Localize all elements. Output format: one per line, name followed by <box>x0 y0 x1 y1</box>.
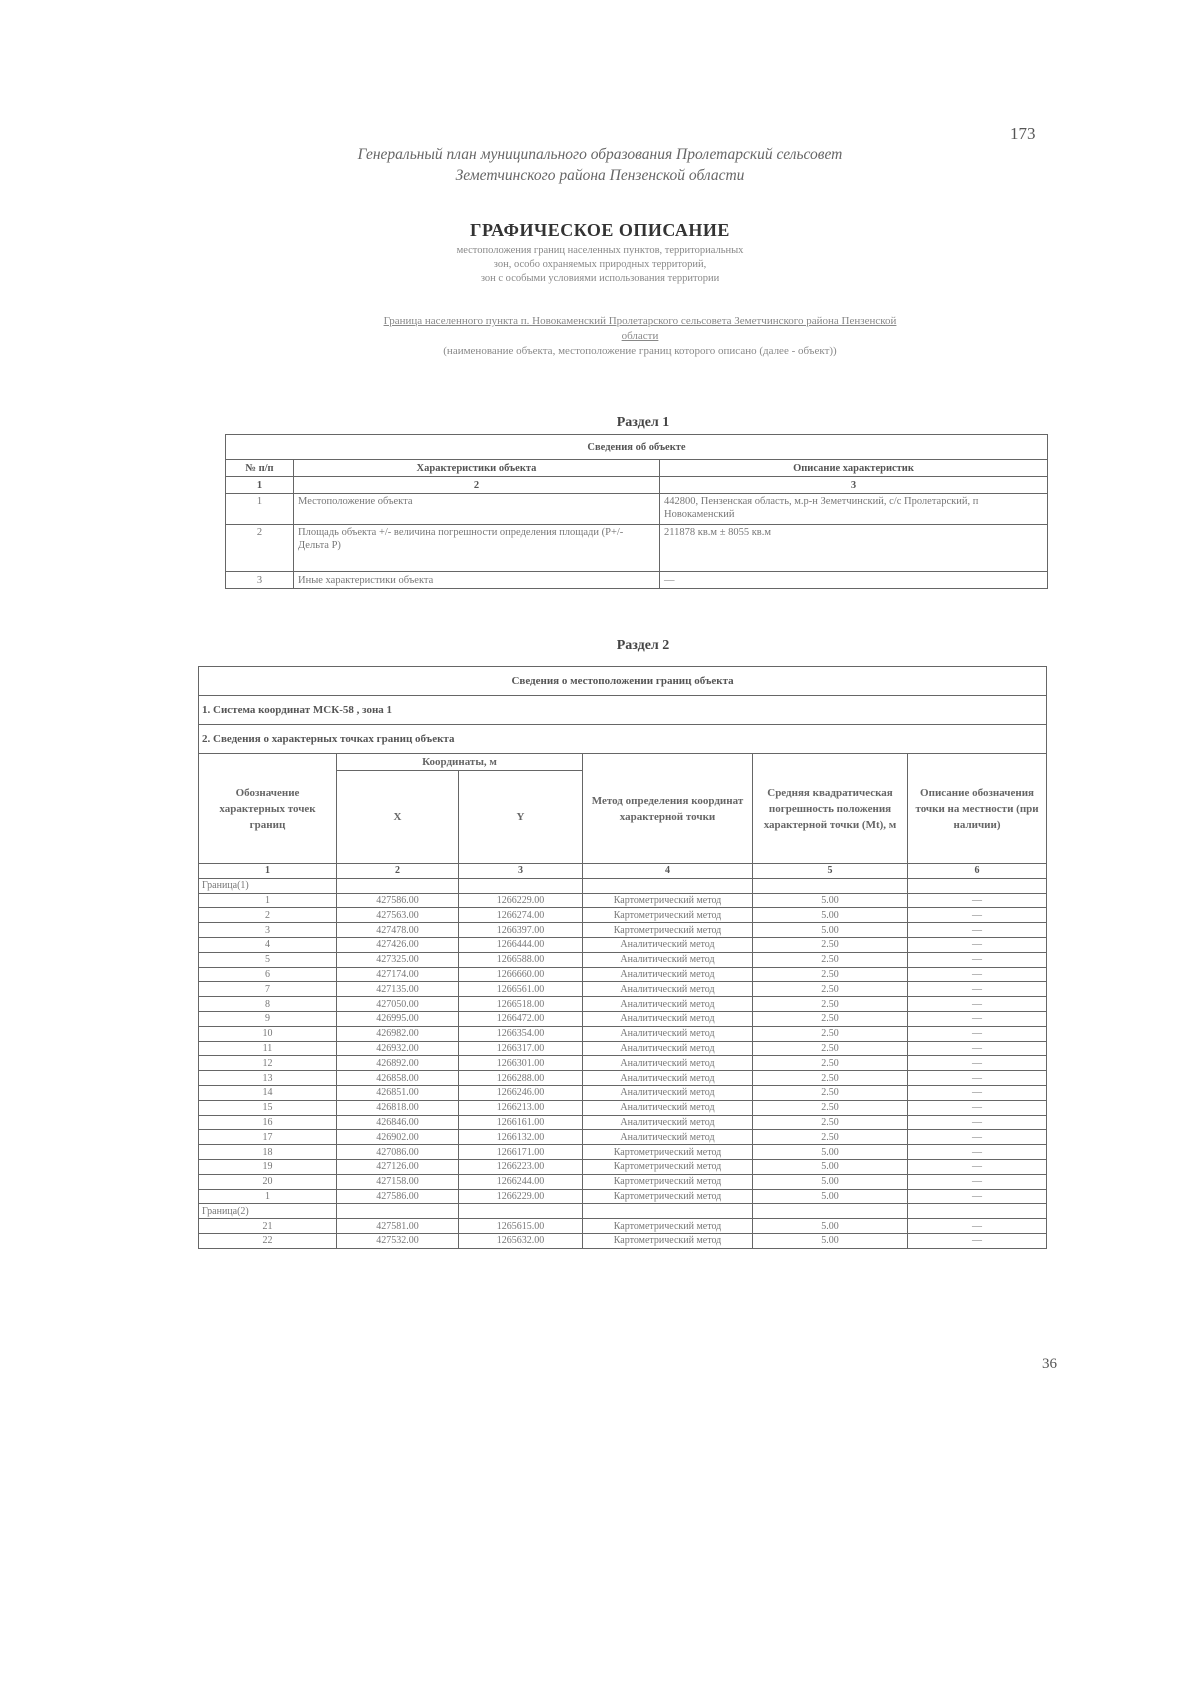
method: Картометрический метод <box>583 893 753 908</box>
point-description: — <box>908 923 1047 938</box>
section-2-title: Раздел 2 <box>616 638 670 653</box>
accuracy: 2.50 <box>753 1026 908 1041</box>
point-description: — <box>908 937 1047 952</box>
point-number: 3 <box>199 923 337 938</box>
point-number: 13 <box>199 1071 337 1086</box>
point-description: — <box>908 1056 1047 1071</box>
coord-x: 427174.00 <box>337 967 459 982</box>
method: Аналитический метод <box>583 1085 753 1100</box>
document-header <box>240 144 960 186</box>
method: Аналитический метод <box>583 997 753 1012</box>
coord-x: 427126.00 <box>337 1159 459 1174</box>
accuracy: 2.50 <box>753 1085 908 1100</box>
method: Аналитический метод <box>583 1100 753 1115</box>
coord-x: 426892.00 <box>337 1056 459 1071</box>
point-description: — <box>908 967 1047 982</box>
document-subtitle <box>300 244 900 286</box>
header-characteristic: Характеристики объекта <box>294 460 660 477</box>
accuracy: 5.00 <box>753 908 908 923</box>
coord-x: 426982.00 <box>337 1026 459 1041</box>
point-description: — <box>908 908 1047 923</box>
method: Аналитический метод <box>583 1026 753 1041</box>
col-number-4: 4 <box>583 864 753 879</box>
method: Картометрический метод <box>583 1189 753 1204</box>
table-row <box>199 1115 1047 1130</box>
row-number: 2 <box>226 525 294 572</box>
coord-x: 427325.00 <box>337 952 459 967</box>
accuracy: 5.00 <box>753 923 908 938</box>
coord-y: 1266213.00 <box>459 1100 583 1115</box>
col-number-1: 1 <box>199 864 337 879</box>
header-point-description: Описание обозначения точки на местности (при наличии) <box>908 754 1047 864</box>
accuracy: 2.50 <box>753 982 908 997</box>
table-row <box>199 1085 1047 1100</box>
method: Аналитический метод <box>583 1115 753 1130</box>
table-row <box>199 1174 1047 1189</box>
coord-x: 427563.00 <box>337 908 459 923</box>
point-number: 2 <box>199 908 337 923</box>
table-row <box>199 1159 1047 1174</box>
point-number: 15 <box>199 1100 337 1115</box>
coord-y: 1265615.00 <box>459 1219 583 1234</box>
col-number-5: 5 <box>753 864 908 879</box>
table-row <box>226 572 1048 589</box>
point-description: — <box>908 1145 1047 1160</box>
point-description: — <box>908 997 1047 1012</box>
coord-y: 1266246.00 <box>459 1085 583 1100</box>
table-row <box>199 1100 1047 1115</box>
row-number: 3 <box>226 572 294 589</box>
method: Картометрический метод <box>583 1159 753 1174</box>
coord-y: 1266288.00 <box>459 1071 583 1086</box>
point-number: 10 <box>199 1026 337 1041</box>
boundary-group-row <box>199 878 1047 893</box>
coord-y: 1266472.00 <box>459 1011 583 1026</box>
table-row <box>199 1219 1047 1234</box>
empty-cell <box>583 1204 753 1219</box>
document-title: ГРАФИЧЕСКОЕ ОПИСАНИЕ <box>470 220 730 240</box>
empty-cell <box>337 878 459 893</box>
col-number-2: 2 <box>294 477 660 494</box>
point-number: 1 <box>199 1189 337 1204</box>
table-row <box>199 1130 1047 1145</box>
method: Аналитический метод <box>583 982 753 997</box>
point-number: 7 <box>199 982 337 997</box>
table-row <box>199 967 1047 982</box>
header-line-2: Земетчинского района Пензенской области <box>455 167 745 184</box>
coord-x: 427426.00 <box>337 937 459 952</box>
coord-y: 1266444.00 <box>459 937 583 952</box>
table-row <box>199 1189 1047 1204</box>
coord-x: 426851.00 <box>337 1085 459 1100</box>
table-row <box>199 1056 1047 1071</box>
empty-cell <box>459 878 583 893</box>
method: Картометрический метод <box>583 908 753 923</box>
row-number: 1 <box>226 494 294 525</box>
header-designation: Обозначение характерных точек границ <box>199 754 337 864</box>
method: Картометрический метод <box>583 1145 753 1160</box>
coord-x: 427586.00 <box>337 1189 459 1204</box>
coord-x: 427086.00 <box>337 1145 459 1160</box>
point-description: — <box>908 1189 1047 1204</box>
coord-y: 1266561.00 <box>459 982 583 997</box>
col-number-2: 2 <box>337 864 459 879</box>
point-description: — <box>908 1100 1047 1115</box>
empty-cell <box>753 878 908 893</box>
subtitle-line-3: зон с особыми условиями использования территории <box>480 273 720 284</box>
method: Аналитический метод <box>583 937 753 952</box>
page-number: 173 <box>1010 124 1036 143</box>
row-description: 442800, Пензенская область, м.р-н Земетчинский, с/с Пролетарский, п Новокаменский <box>660 494 1048 525</box>
coord-x: 426846.00 <box>337 1115 459 1130</box>
header-coordinates: Координаты, м <box>337 754 583 771</box>
method: Аналитический метод <box>583 1071 753 1086</box>
header-x: X <box>337 771 459 864</box>
accuracy: 5.00 <box>753 1189 908 1204</box>
accuracy: 2.50 <box>753 1011 908 1026</box>
empty-cell <box>459 1204 583 1219</box>
point-description: — <box>908 893 1047 908</box>
coord-x: 427478.00 <box>337 923 459 938</box>
accuracy: 5.00 <box>753 1174 908 1189</box>
coord-y: 1266244.00 <box>459 1174 583 1189</box>
point-number: 18 <box>199 1145 337 1160</box>
table-row <box>199 1071 1047 1086</box>
coord-y: 1266317.00 <box>459 1041 583 1056</box>
coord-x: 427586.00 <box>337 893 459 908</box>
col-number-6: 6 <box>908 864 1047 879</box>
coord-y: 1266171.00 <box>459 1145 583 1160</box>
point-number: 14 <box>199 1085 337 1100</box>
method: Картометрический метод <box>583 1233 753 1248</box>
accuracy: 2.50 <box>753 952 908 967</box>
coord-y: 1266229.00 <box>459 893 583 908</box>
header-line-1: Генеральный план муниципального образования Пролетарский сельсовет <box>357 146 843 163</box>
coord-x: 426858.00 <box>337 1071 459 1086</box>
accuracy: 5.00 <box>753 1233 908 1248</box>
point-description: — <box>908 1071 1047 1086</box>
accuracy: 5.00 <box>753 893 908 908</box>
boundary-group-label: Граница(1) <box>199 878 337 893</box>
method: Аналитический метод <box>583 1130 753 1145</box>
table-row <box>199 923 1047 938</box>
row-characteristic: Площадь объекта +/- величина погрешности определения площади (P+/- Дельта P) <box>294 525 660 572</box>
point-number: 16 <box>199 1115 337 1130</box>
points-title: 2. Сведения о характерных точках границ объекта <box>199 725 1047 754</box>
point-description: — <box>908 1219 1047 1234</box>
accuracy: 5.00 <box>753 1159 908 1174</box>
table-row <box>199 1011 1047 1026</box>
coord-y: 1266660.00 <box>459 967 583 982</box>
empty-cell <box>583 878 753 893</box>
table-row <box>199 1233 1047 1248</box>
accuracy: 2.50 <box>753 1115 908 1130</box>
table-row <box>199 982 1047 997</box>
point-number: 21 <box>199 1219 337 1234</box>
method: Аналитический метод <box>583 1041 753 1056</box>
coord-y: 1266301.00 <box>459 1056 583 1071</box>
point-number: 11 <box>199 1041 337 1056</box>
point-description: — <box>908 1085 1047 1100</box>
method: Аналитический метод <box>583 952 753 967</box>
section-1-title: Раздел 1 <box>616 415 670 430</box>
coord-x: 427532.00 <box>337 1233 459 1248</box>
table-row <box>199 1041 1047 1056</box>
empty-cell <box>753 1204 908 1219</box>
point-description: — <box>908 1115 1047 1130</box>
table-row <box>199 1026 1047 1041</box>
coord-y: 1266354.00 <box>459 1026 583 1041</box>
coord-y: 1265632.00 <box>459 1233 583 1248</box>
method: Картометрический метод <box>583 923 753 938</box>
col-number-1: 1 <box>226 477 294 494</box>
coord-y: 1266588.00 <box>459 952 583 967</box>
method: Аналитический метод <box>583 1011 753 1026</box>
col-number-3: 3 <box>660 477 1048 494</box>
coord-x: 427158.00 <box>337 1174 459 1189</box>
footer-page-number: 36 <box>1042 1356 1057 1372</box>
table-row <box>199 1145 1047 1160</box>
coord-y: 1266161.00 <box>459 1115 583 1130</box>
empty-cell <box>908 878 1047 893</box>
row-characteristic: Местоположение объекта <box>294 494 660 525</box>
row-description: 211878 кв.м ± 8055 кв.м <box>660 525 1048 572</box>
coord-y: 1266229.00 <box>459 1189 583 1204</box>
object-info-table <box>225 434 1048 589</box>
object-line-2: области <box>621 330 659 342</box>
coord-y: 1266518.00 <box>459 997 583 1012</box>
point-description: — <box>908 1041 1047 1056</box>
accuracy: 2.50 <box>753 1041 908 1056</box>
header-description: Описание характеристик <box>660 460 1048 477</box>
point-number: 20 <box>199 1174 337 1189</box>
section-1-caption: Сведения об объекте <box>226 435 1048 460</box>
coord-x: 427135.00 <box>337 982 459 997</box>
object-caption: (наименование объекта, местоположение границ которого описано (далее - объект)) <box>443 345 837 357</box>
header-accuracy: Средняя квадратическая погрешность положения характерной точки (Mt), м <box>753 754 908 864</box>
table-row <box>226 494 1048 525</box>
coord-x: 426932.00 <box>337 1041 459 1056</box>
accuracy: 5.00 <box>753 1145 908 1160</box>
coord-x: 427581.00 <box>337 1219 459 1234</box>
header-number: № п/п <box>226 460 294 477</box>
coord-y: 1266132.00 <box>459 1130 583 1145</box>
point-description: — <box>908 1159 1047 1174</box>
coord-x: 426995.00 <box>337 1011 459 1026</box>
point-description: — <box>908 1174 1047 1189</box>
header-method: Метод определения координат характерной точки <box>583 754 753 864</box>
coord-x: 427050.00 <box>337 997 459 1012</box>
point-number: 19 <box>199 1159 337 1174</box>
point-description: — <box>908 952 1047 967</box>
boundary-points-table <box>198 666 1047 1249</box>
accuracy: 2.50 <box>753 1071 908 1086</box>
point-number: 17 <box>199 1130 337 1145</box>
coord-x: 426818.00 <box>337 1100 459 1115</box>
table-row <box>199 952 1047 967</box>
coordinate-system: 1. Система координат МСК-58 , зона 1 <box>199 696 1047 725</box>
method: Картометрический метод <box>583 1219 753 1234</box>
object-name <box>240 314 1040 359</box>
point-number: 4 <box>199 937 337 952</box>
method: Картометрический метод <box>583 1174 753 1189</box>
accuracy: 2.50 <box>753 1100 908 1115</box>
header-y: Y <box>459 771 583 864</box>
coord-x: 426902.00 <box>337 1130 459 1145</box>
table-row <box>199 997 1047 1012</box>
subtitle-line-1: местоположения границ населенных пунктов, территориальных <box>456 245 744 256</box>
point-number: 12 <box>199 1056 337 1071</box>
point-description: — <box>908 1026 1047 1041</box>
point-description: — <box>908 1011 1047 1026</box>
point-description: — <box>908 1130 1047 1145</box>
empty-cell <box>337 1204 459 1219</box>
section-2-caption: Сведения о местоположении границ объекта <box>199 667 1047 696</box>
col-number-3: 3 <box>459 864 583 879</box>
boundary-group-label: Граница(2) <box>199 1204 337 1219</box>
point-number: 5 <box>199 952 337 967</box>
point-number: 6 <box>199 967 337 982</box>
point-number: 1 <box>199 893 337 908</box>
method: Аналитический метод <box>583 1056 753 1071</box>
accuracy: 2.50 <box>753 1056 908 1071</box>
boundary-group-row <box>199 1204 1047 1219</box>
point-description: — <box>908 982 1047 997</box>
subtitle-line-2: зон, особо охраняемых природных территорий, <box>493 259 707 270</box>
table-row <box>199 937 1047 952</box>
table-row <box>226 525 1048 572</box>
coord-y: 1266397.00 <box>459 923 583 938</box>
table-row <box>199 908 1047 923</box>
method: Аналитический метод <box>583 967 753 982</box>
coord-y: 1266223.00 <box>459 1159 583 1174</box>
point-number: 9 <box>199 1011 337 1026</box>
point-description: — <box>908 1233 1047 1248</box>
point-number: 22 <box>199 1233 337 1248</box>
coord-y: 1266274.00 <box>459 908 583 923</box>
object-line-1: Граница населенного пункта п. Новокаменский Пролетарского сельсовета Земетчинского района Пензенской <box>383 315 897 327</box>
point-number: 8 <box>199 997 337 1012</box>
accuracy: 2.50 <box>753 937 908 952</box>
row-characteristic: Иные характеристики объекта <box>294 572 660 589</box>
accuracy: 2.50 <box>753 997 908 1012</box>
empty-cell <box>908 1204 1047 1219</box>
row-description: — <box>660 572 1048 589</box>
accuracy: 5.00 <box>753 1219 908 1234</box>
accuracy: 2.50 <box>753 967 908 982</box>
table-row <box>199 893 1047 908</box>
accuracy: 2.50 <box>753 1130 908 1145</box>
